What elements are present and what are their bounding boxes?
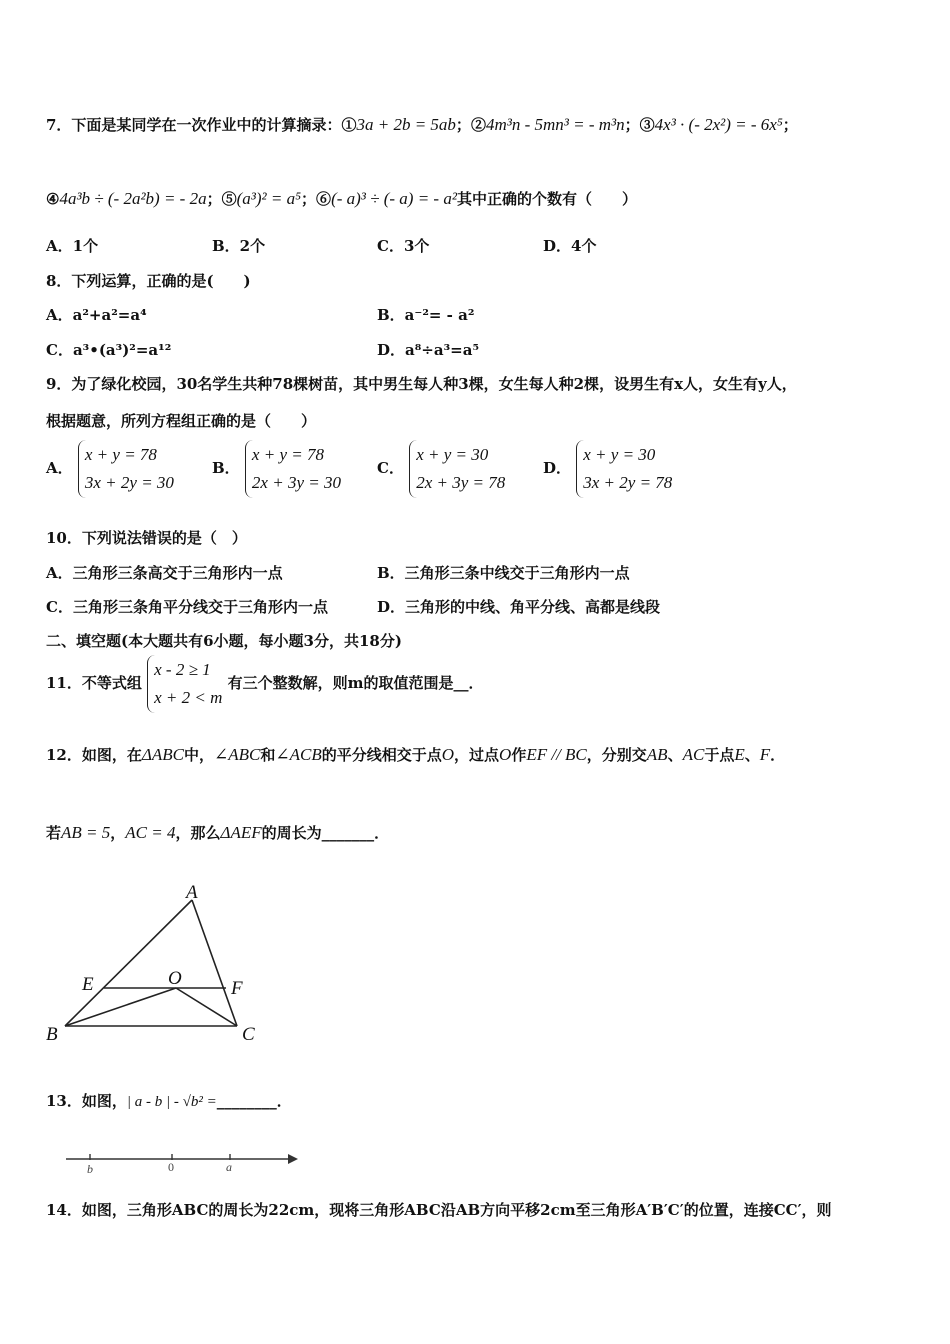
q9-option-a xyxy=(46,440,174,498)
q7-line1 xyxy=(46,114,798,135)
q9-option-d-label: D． xyxy=(543,459,572,477)
q12-math: ∠ACB xyxy=(275,745,322,764)
label-e: E xyxy=(82,974,94,995)
q12-text: 、 xyxy=(744,746,760,764)
q9-option-c-row2: 2x + 3y = 78 xyxy=(416,473,506,492)
q9-option-b xyxy=(212,440,341,498)
q8-option-b: B．a⁻²= - a² xyxy=(377,306,475,324)
q7-sep: ； xyxy=(455,116,471,134)
q12-text: ， xyxy=(110,824,126,842)
q12-text: 、 xyxy=(667,746,683,764)
section-2-heading: 二、填空题(本大题共有6小题，每小题3分，共18分) xyxy=(46,632,402,650)
q7-expr4: 4a³b ÷ (- 2a²b) = - 2a xyxy=(59,189,207,208)
q12-math: F xyxy=(759,745,771,764)
q7-item1-marker: ① xyxy=(341,116,357,134)
q7-item5-marker: ⑤ xyxy=(221,190,237,208)
q9-option-d-row1: x + y = 30 xyxy=(583,445,656,464)
q12-math: ∠ABC xyxy=(213,745,261,764)
q9-option-c-system xyxy=(409,440,505,498)
q12-text: ，分别交 xyxy=(586,746,647,764)
q9-option-c-label: C． xyxy=(377,459,404,477)
q11-line xyxy=(46,655,483,713)
q14-line: 14．如图，三角形ABC的周长为22cm，现将三角形ABC沿AB方向平移2cm至三角形A′B′C′的位置，连接CC′，则 xyxy=(46,1201,832,1219)
q7-tail: 其中正确的个数有（ ） xyxy=(456,190,637,208)
q9-option-b-row1: x + y = 78 xyxy=(251,445,324,464)
q12-text: 12．如图，在 xyxy=(46,746,142,764)
q7-item2-marker: ② xyxy=(470,116,486,134)
q7-sep: ； xyxy=(782,116,798,134)
q9-option-b-system xyxy=(245,440,341,498)
q7-sep: ； xyxy=(206,190,222,208)
side-ab xyxy=(65,900,192,1026)
label-a: a xyxy=(226,1160,232,1174)
q9-option-a-row1: x + y = 78 xyxy=(84,445,157,464)
q12-text: ． xyxy=(770,746,786,764)
q12-math: O xyxy=(499,745,512,764)
q9-option-d-system xyxy=(576,440,672,498)
q7-option-c: C．3个 xyxy=(377,237,430,255)
q7-stem: 7．下面是某同学在一次作业中的计算摘录： xyxy=(46,116,342,134)
q12-math: EF // BC xyxy=(526,745,587,764)
q7-option-d: D．4个 xyxy=(543,237,597,255)
q7-sep: ； xyxy=(624,116,640,134)
q9-option-b-row2: 2x + 3y = 30 xyxy=(251,473,341,492)
q11-pre: 11．不等式组 xyxy=(46,674,142,692)
q11-system xyxy=(147,655,222,713)
q7-sep: ； xyxy=(301,190,317,208)
q12-triangle-figure xyxy=(40,880,280,1050)
q13-post: ________． xyxy=(216,1092,292,1110)
label-b: b xyxy=(87,1162,93,1176)
q7-expr5: (a³)² = a⁵ xyxy=(236,189,302,208)
q12-math: AC xyxy=(682,745,705,764)
q8-option-a: A．a²+a²=a⁴ xyxy=(46,306,147,324)
q12-text: ，过点 xyxy=(454,746,500,764)
q7-option-b: B．2个 xyxy=(212,237,266,255)
label-a: A xyxy=(186,882,198,903)
arrow-right-icon xyxy=(288,1154,298,1164)
label-b: B xyxy=(46,1024,58,1045)
label-c: C xyxy=(242,1024,255,1045)
q13-number-line xyxy=(60,1148,305,1176)
q9-option-c-row1: x + y = 30 xyxy=(416,445,489,464)
segment-oc xyxy=(176,988,237,1026)
q10-option-a: A．三角形三条高交于三角形内一点 xyxy=(46,564,283,582)
q9-option-a-label: A． xyxy=(46,459,73,477)
q8-option-d: D．a⁸÷a³=a⁵ xyxy=(377,341,480,359)
q13-expr: | a - b | - √b² = xyxy=(126,1094,217,1110)
q11-row2: x + 2 < m xyxy=(154,688,223,707)
q7-line2 xyxy=(46,188,637,209)
q7-option-a: A．1个 xyxy=(46,237,99,255)
q7-expr3: 4x³ · (- 2x²) = - 6x⁵ xyxy=(654,115,783,134)
q12-math: ΔABC xyxy=(141,745,184,764)
q10-stem: 10．下列说法错误的是（ ） xyxy=(46,529,247,547)
q9-line2: 根据题意，所列方程组正确的是（ ） xyxy=(46,412,317,430)
label-f: F xyxy=(231,978,243,999)
q12-text: 若 xyxy=(46,824,62,842)
q9-option-d-row2: 3x + 2y = 78 xyxy=(583,473,673,492)
q12-line2 xyxy=(46,822,389,843)
q13-line xyxy=(46,1090,292,1111)
q12-text: 作 xyxy=(511,746,527,764)
q9-option-b-label: B． xyxy=(212,459,240,477)
q7-expr6: (- a)³ ÷ (- a) = - a² xyxy=(331,189,457,208)
q11-row1: x - 2 ≥ 1 xyxy=(154,660,211,679)
q11-post: 有三个整数解，则m的取值范围是__． xyxy=(227,674,484,692)
q12-math: O xyxy=(441,745,455,764)
q9-option-d xyxy=(543,440,672,498)
q8-stem: 8．下列运算，正确的是( ) xyxy=(46,272,251,290)
q9-line1: 9．为了绿化校园，30名学生共种78棵树苗，其中男生每人种3棵，女生每人种2棵，设男生有x人，女生有y人， xyxy=(46,375,797,393)
q7-item3-marker: ③ xyxy=(639,116,655,134)
q12-text: 中， xyxy=(183,746,214,764)
q8-option-c: C．a³•(a³)²=a¹² xyxy=(46,341,172,359)
q12-text: 的周长为_______． xyxy=(261,824,390,842)
q12-math: AC = 4 xyxy=(125,823,176,842)
q12-math: AB = 5 xyxy=(61,823,111,842)
q10-option-d: D．三角形的中线、角平分线、高都是线段 xyxy=(377,598,661,616)
q12-math: ΔAEF xyxy=(220,823,262,842)
q12-math: AB xyxy=(646,745,668,764)
q9-option-c xyxy=(377,440,505,498)
q12-text: 的平分线相交于点 xyxy=(321,746,442,764)
q12-text: ，那么 xyxy=(175,824,221,842)
q9-option-a-system xyxy=(78,440,174,498)
q12-text: 于点 xyxy=(704,746,735,764)
label-zero: 0 xyxy=(168,1160,174,1174)
q7-expr1: 3a + 2b = 5ab xyxy=(356,115,456,134)
q13-pre: 13．如图， xyxy=(46,1092,127,1110)
q10-option-c: C．三角形三条角平分线交于三角形内一点 xyxy=(46,598,328,616)
q12-text: 和 xyxy=(260,746,276,764)
side-ac xyxy=(192,900,237,1026)
q10-option-b: B．三角形三条中线交于三角形内一点 xyxy=(377,564,630,582)
q7-item4-marker: ④ xyxy=(46,190,60,208)
q12-math: E xyxy=(734,745,745,764)
label-o: O xyxy=(168,968,182,989)
q9-option-a-row2: 3x + 2y = 30 xyxy=(84,473,174,492)
q7-expr2: 4m³n - 5mn³ = - m³n xyxy=(485,115,625,134)
q7-item6-marker: ⑥ xyxy=(316,190,332,208)
q12-line1 xyxy=(46,744,785,765)
